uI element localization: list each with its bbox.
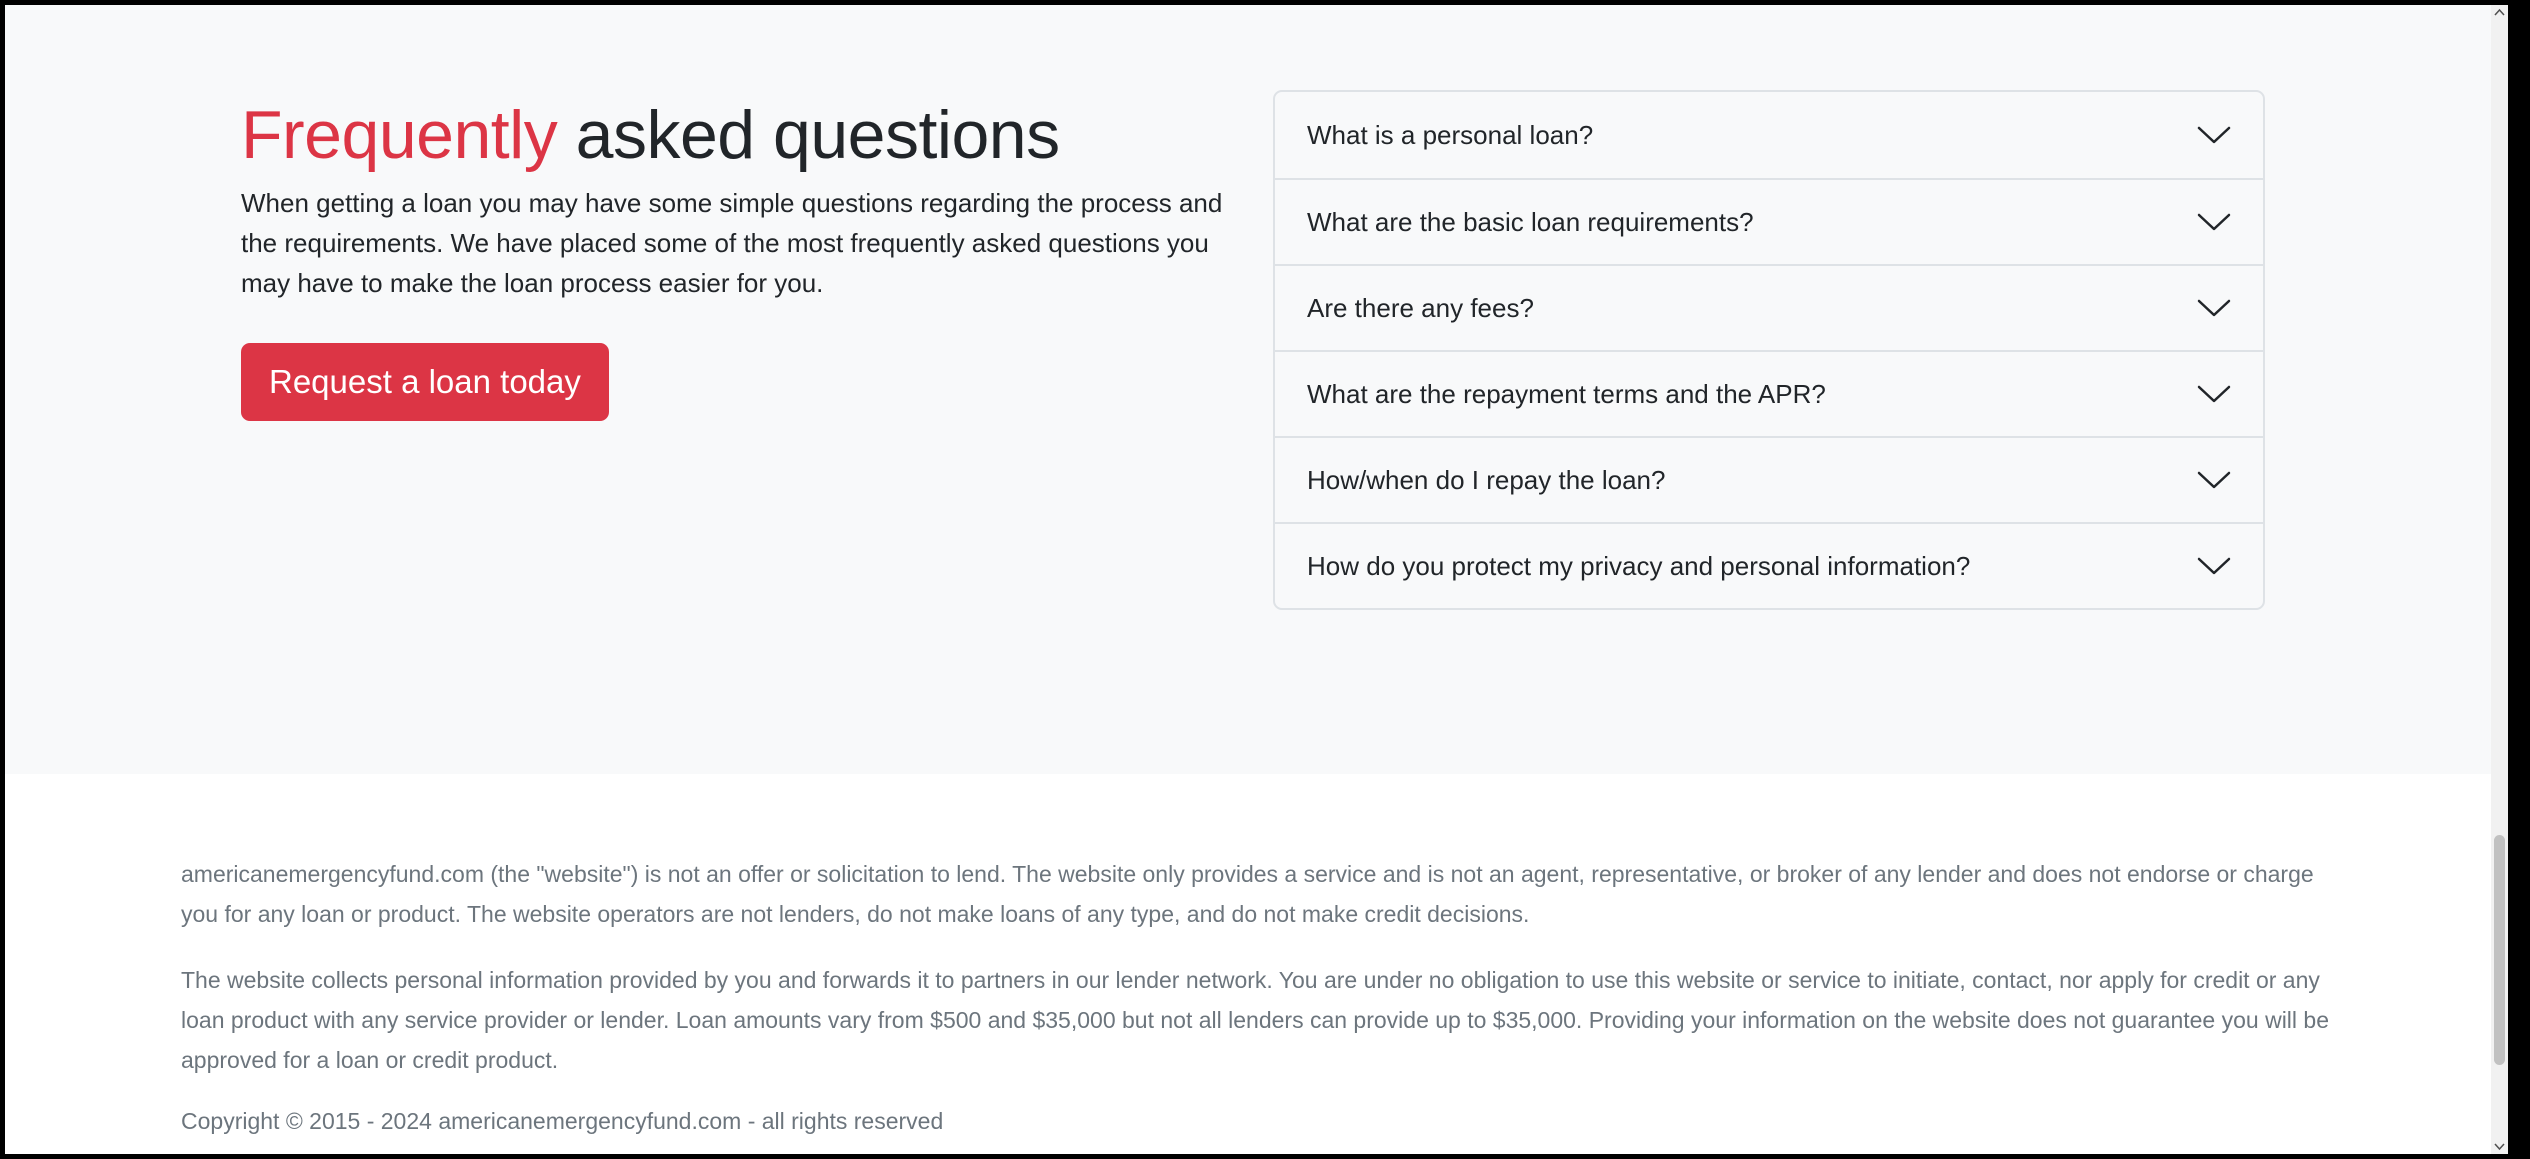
scroll-up-arrow-icon[interactable] xyxy=(2494,7,2505,18)
footer-content xyxy=(181,854,2341,1136)
faq-intro-text: When getting a loan you may have some simple questions regarding the process and the requirements. We have placed some of the most frequently asked questions you may have to make the loan process easier for you. xyxy=(241,188,1223,298)
faq-item-repayment-terms[interactable] xyxy=(1275,350,2263,436)
faq-question-label: How do you protect my privacy and personal information? xyxy=(1307,550,1971,581)
faq-question-label: How/when do I repay the loan? xyxy=(1307,464,1666,495)
browser-viewport xyxy=(5,5,2508,1154)
request-loan-button[interactable]: Request a loan today xyxy=(241,343,609,421)
faq-item-repay-loan[interactable] xyxy=(1275,436,2263,522)
footer-disclaimer-2: The website collects personal information provided by you and forwards it to partners in our lender network. You are under no obligation to use this website or service to initiate, contact, nor apply for credit or any loan product with any service provider or lender. Loan amounts vary from $500 and $35,000 but not all lenders can provide up to $35,000. Providing your information on the website does not guarantee you will be approved for a loan or credit product. xyxy=(181,967,2329,1073)
footer-disclaimer-1: americanemergencyfund.com (the "website") is not an offer or solicitation to lend. The website only provides a service and is not an agent, representative, or broker of any lender and does not endorse or charge you for any loan or product. The website operators are not lenders, do not make loans of any type, and do not make credit decisions. xyxy=(181,861,2314,927)
chevron-down-icon xyxy=(2197,556,2231,576)
chevron-down-icon xyxy=(2197,470,2231,490)
vertical-scrollbar[interactable] xyxy=(2491,5,2508,1154)
faq-question-label: What are the basic loan requirements? xyxy=(1307,206,1754,237)
scrollbar-thumb[interactable] xyxy=(2494,835,2505,1065)
faq-question-label: Are there any fees? xyxy=(1307,292,1534,323)
faq-item-fees[interactable] xyxy=(1275,264,2263,350)
faq-question-label: What is a personal loan? xyxy=(1307,119,1594,150)
faq-item-basic-requirements[interactable] xyxy=(1275,178,2263,264)
faq-title-rest: asked questions xyxy=(557,97,1060,173)
footer-copyright: Copyright © 2015 - 2024 americanemergencyfund.com - all rights reserved xyxy=(181,1108,944,1134)
faq-question-label: What are the repayment terms and the APR? xyxy=(1307,378,1826,409)
faq-item-privacy[interactable] xyxy=(1275,522,2263,608)
scroll-down-arrow-icon[interactable] xyxy=(2494,1141,2505,1152)
chevron-down-icon xyxy=(2197,298,2231,318)
faq-title-accent: Frequently xyxy=(241,97,558,173)
faq-title xyxy=(241,87,1241,183)
faq-intro-block xyxy=(241,87,1241,421)
faq-section xyxy=(5,5,2508,774)
faq-item-personal-loan[interactable] xyxy=(1275,92,2263,178)
chevron-down-icon xyxy=(2197,384,2231,404)
site-footer xyxy=(5,774,2508,1154)
chevron-down-icon xyxy=(2197,212,2231,232)
chevron-down-icon xyxy=(2197,125,2231,145)
faq-accordion xyxy=(1273,90,2265,610)
